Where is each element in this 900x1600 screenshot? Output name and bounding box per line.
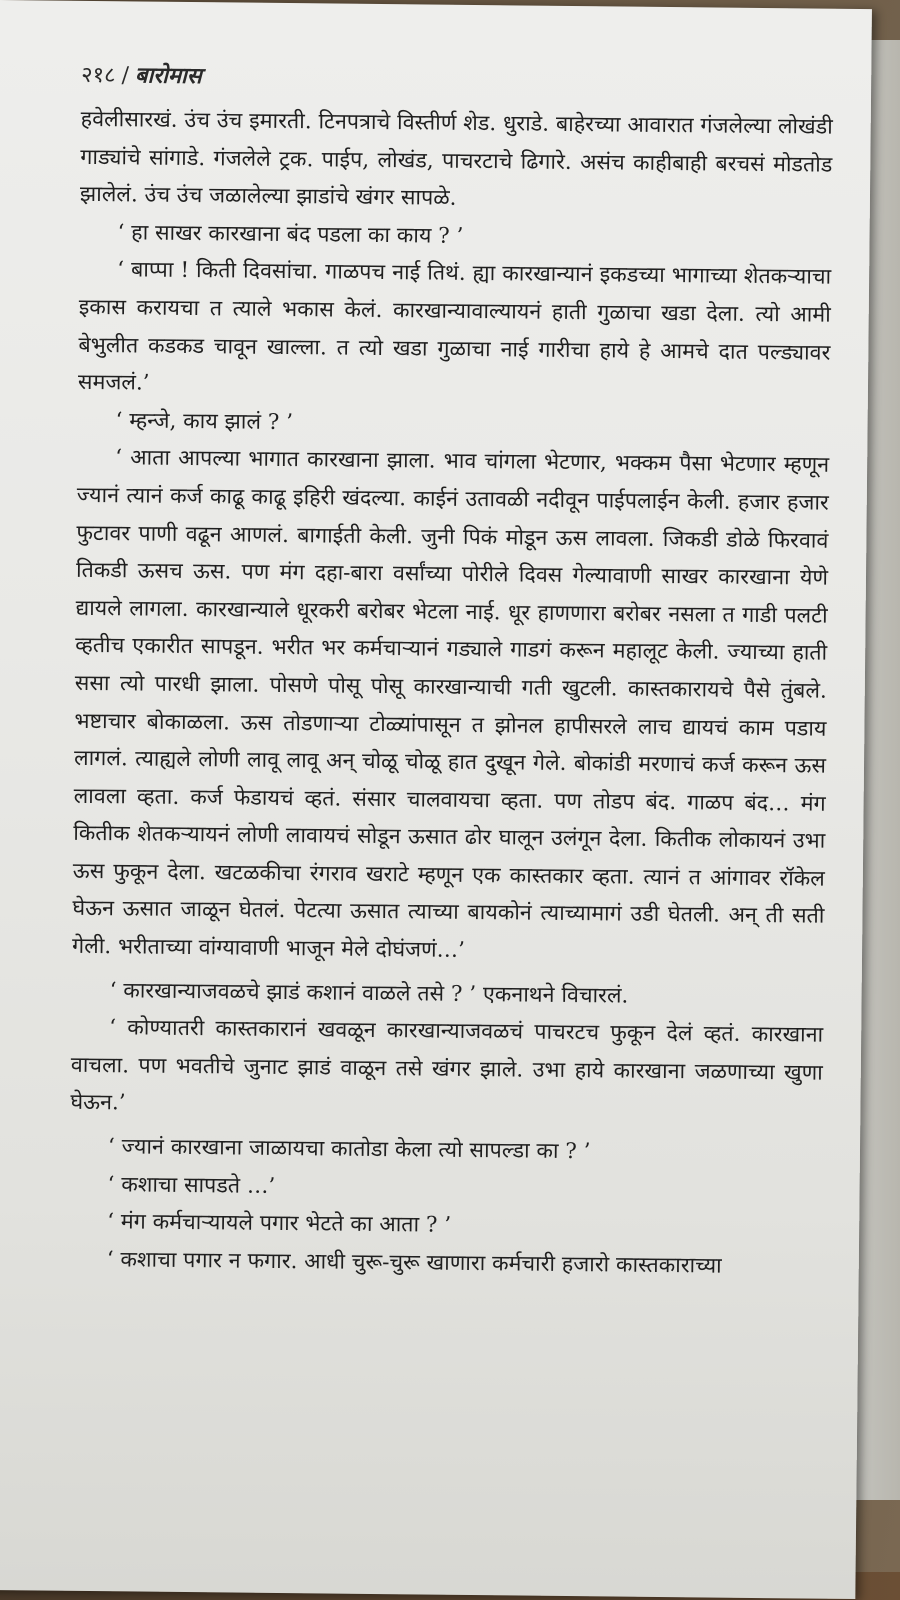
book-title: बारोमास bbox=[134, 62, 202, 90]
paragraph: ‘ बाप्पा ! किती दिवसांचा. गाळपच नाई तिथं. ह्या कारखान्यानं इकडच्या भागाच्या शेतकऱ्याचा इकास करायचा त त्याले भकास केलं. कारखान्यावाल्यायनं हाती गुळाचा खडा देला. त्यो आमी बेभुलीत कडकड चावून खाल्ला. त त्यो खडा गुळाचा नाई गारीचा हाये हे आमचे दात पल्ड्यावर समजलं.’ bbox=[77, 257, 832, 396]
paragraph: ‘ ज्यानं कारखाना जाळायचा कातोडा केला त्यो सापल्डा का ? ’ bbox=[107, 1134, 591, 1165]
paragraph: ‘ कशाचा सापडते …’ bbox=[107, 1171, 276, 1199]
paragraph: ‘ म्हन्जे, काय झालं ? ’ bbox=[115, 407, 294, 435]
running-header bbox=[81, 59, 202, 90]
paragraph: ‘ आता आपल्या भागात कारखाना झाला. भाव चांगला भेटणार, भक्कम पैसा भेटणार म्हणून ज्यानं त्यानं कर्ज काढू काढू इहिरी खंदल्या. काईनं उतावळी नदीवून पाईपलाईन केली. हजार हजार फुटावर पाणी वढून आणलं. बागाईती केली. जुनी पिकं मोडून ऊस लावला. जिकडी डोळे फिरवावं तिकडी ऊसच ऊस. पण मंग दहा-बारा वर्सांच्या पोरीले दिवस गेल्यावाणी साखर कारखाना येणे द्यायले लागला. कारखान्याले धूरकरी बरोबर भेटला नाई. धूर हाणणारा बरोबर नसला त गाडी पलटी व्हतीच एकारीत सापडून. भरीत भर कर्मचाऱ्यानं गड्याले गाडगं करून महालूट केली. ज्याच्या हाती ससा त्यो पारधी झाला. पोसणे पोसू पोसू कारखान्याची गती खुटली. कास्तकारायचे पैसे तुंबले. भष्टाचार बोकाळला. ऊस तोडणाऱ्या टोळ्यांपासून त झोनल हापीसरले लाच द्यायचं काम पडाय लागलं. त्याह्यले लोणी लावू लावू अन् चोळू चोळू हात दुखून गेले. बोकांडी मरणाचं कर्ज करून ऊस लावला व्हता. कर्ज फेडायचं व्हतं. संसार चालवायचा व्हता. पण तोडप बंद. गाळप बंद… मंग कितीक शेतकऱ्यायनं लोणी लावायचं सोडून ऊसात ढोर घालून उलंगून देला. कितीक लोकायनं उभा ऊस फुकून देला. खटळकीचा रंगराव खराटे म्हणून एक कास्तकार व्हता. त्यानं त आंगावर रॉकेल घेऊन ऊसात जाळून घेतलं. पेटत्या ऊसात त्याच्या बायकोनं त्याच्यामागं उडी घेतली. अन् ती सती गेली. भरीताच्या वांग्यावाणी भाजून मेले दोघंजणं…’ bbox=[71, 445, 830, 963]
header-separator: / bbox=[121, 63, 130, 89]
paragraph: ‘ मंग कर्मचाऱ्यायले पगार भेटते का आता ? ’ bbox=[107, 1209, 452, 1239]
paragraph: ‘ हा साखर कारखाना बंद पडला का काय ? ’ bbox=[117, 220, 464, 249]
page-number: २१८ bbox=[81, 62, 116, 89]
paragraph: हवेलीसारखं. उंच उंच इमारती. टिनपत्राचे विस्तीर्ण शेड. धुराडे. बाहेरच्या आवारात गंजलेल्या लोखंडी गाड्यांचे सांगाडे. गंजलेले ट्रक. पाईप, लोखंड, पाचरटाचे ढिगारे. असंच काहीबाही बरचसं मोडतोड झालेलं. उंच उंच जळालेल्या झाडांचे खंगर सापळे. bbox=[79, 106, 833, 211]
paragraph: ‘ कशाचा पगार न फगार. आधी चुरू-चुरू खाणारा कर्मचारी हजारो कास्तकाराच्या bbox=[106, 1247, 722, 1279]
paragraph: ‘ कोण्यातरी कास्तकारानं खवळून कारखान्याजवळचं पाचरटच फुकून देलं व्हतं. कारखाना वाचला. पण भवतीचे जुनाट झाडं वाळून तसे खंगर झाले. उभा हाये कारखाना जळणाच्या खुणा घेऊन.’ bbox=[70, 1015, 824, 1116]
body-text bbox=[69, 101, 833, 1286]
paragraph: ‘ कारखान्याजवळचे झाडं कशानं वाळले तसे ? ’ एकनाथने विचारलं. bbox=[109, 977, 629, 1009]
